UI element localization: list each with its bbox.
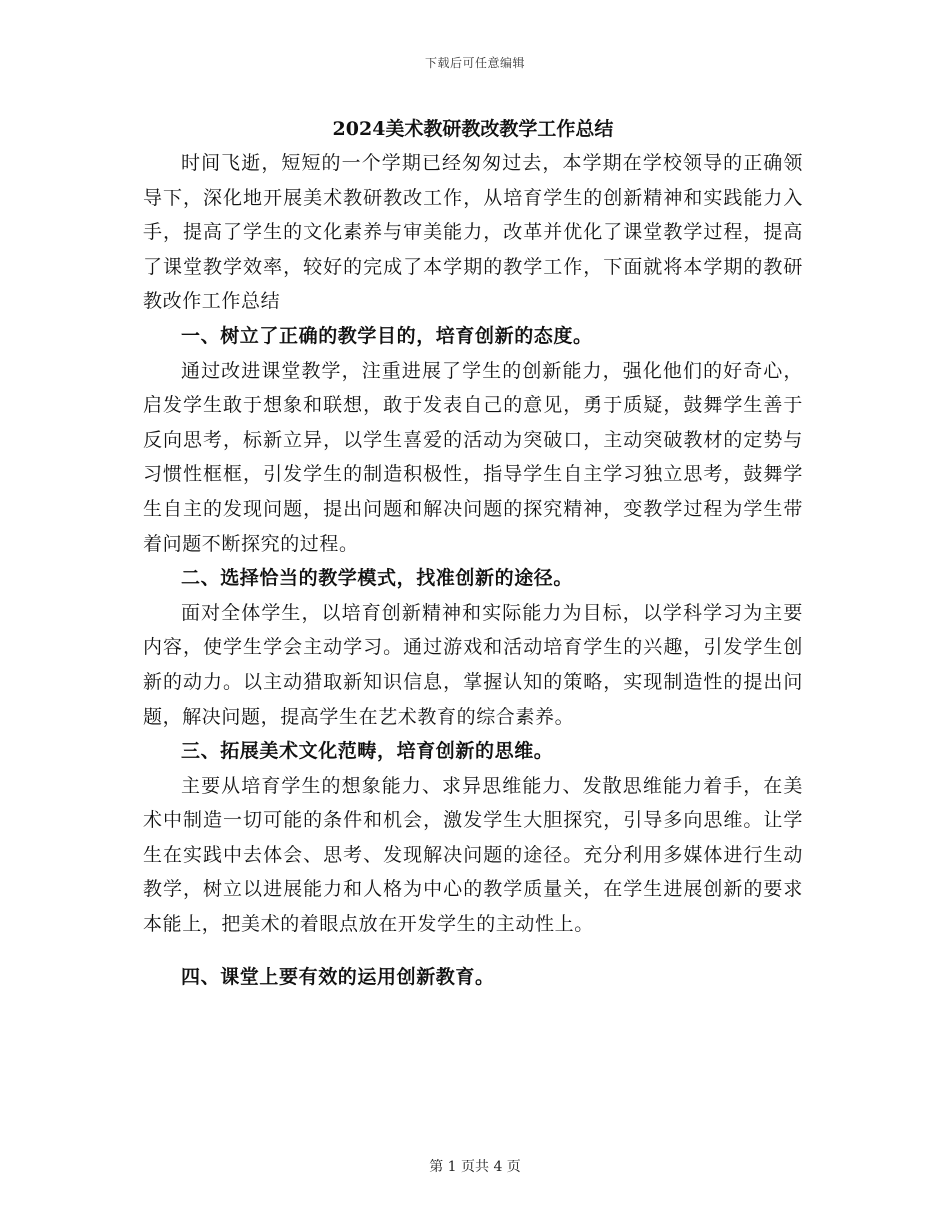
section-body-2: 面对全体学生，以培育创新精神和实际能力为目标，以学科学习为主要内容，使学生学会主动学习。通过游戏和活动培育学生的兴趣，引发学生创新的动力。以主动猎取新知识信息，掌握认知的策略，实现制造性的提出问题，解决问题，提高学生在艺术教育的综合素养。	[143, 601, 803, 728]
intro-paragraph: 时间飞逝，短短的一个学期已经匆匆过去，本学期在学校领导的正确领导下，深化地开展美术教研教改工作，从培育学生的创新精神和实践能力入手，提高了学生的文化素养与审美能力，改革并优化了课堂教学过程，提高了课堂教学效率，较好的完成了本学期的教学工作，下面就将本学期的教研教改作工作总结	[143, 152, 803, 313]
page-number: 第 1 页共 4 页	[429, 1159, 521, 1175]
section-heading-4: 四、课堂上要有效的运用创新教育。	[181, 965, 495, 988]
section-body-1: 通过改进课堂教学，注重进展了学生的创新能力，强化他们的好奇心，启发学生敢于想象和联想，敢于发表自己的意见，勇于质疑，鼓舞学生善于反向思考，标新立异，以学生喜爱的活动为突破口，主动突破教材的定势与习惯性框框，引发学生的制造积极性，指导学生自主学习独立思考，鼓舞学生自主的发现问题，提出问题和解决问题的探究精神，变教学过程为学生带着问题不断探究的过程。	[143, 359, 803, 555]
section-heading-3: 三、拓展美术文化范畴，培育创新的思维。	[181, 740, 554, 763]
section-body-3: 主要从培育学生的想象能力、求异思维能力、发散思维能力着手，在美术中制造一切可能的条件和机会，激发学生大胆探究，引导多向思维。让学生在实践中去体会、思考、发现解决问题的途径。充分利用多媒体进行生动教学，树立以进展能力和人格为中心的教学质量关，在学生进展创新的要求本能上，把美术的着眼点放在开发学生的主动性上。	[143, 774, 803, 936]
document-body	[143, 112, 803, 994]
document-title: 2024美术教研教改教学工作总结	[332, 118, 614, 140]
section-heading-2: 二、选择恰当的教学模式，找准创新的途径。	[181, 567, 574, 590]
section-heading-1: 一、树立了正确的教学目的，培育创新的态度。	[181, 324, 593, 347]
download-edit-note: 下载后可任意编辑	[424, 56, 525, 70]
